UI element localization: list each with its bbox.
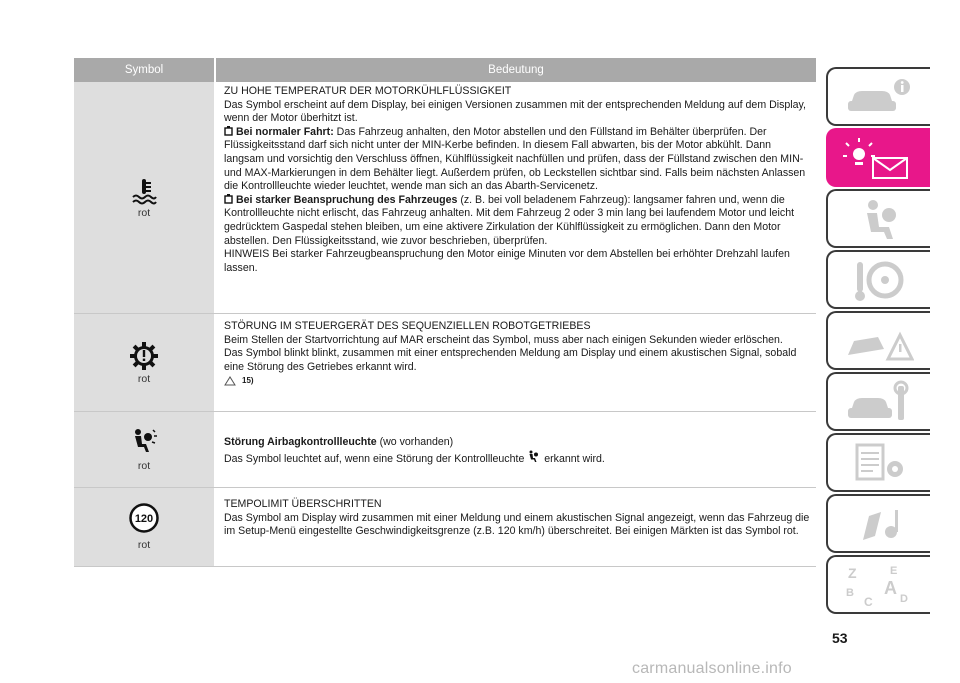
row-note: HINWEIS Bei starker Fahrzeugbeanspruchung den Motor einige Minuten vor dem Abstellen bei erhöhter Drehzahl laufen lassen.: [224, 248, 790, 274]
airbag-person-icon: [131, 428, 157, 454]
svg-text:B: B: [846, 586, 854, 599]
symbol-color-label: rot: [137, 206, 151, 219]
side-tab-technical-data[interactable]: [826, 433, 930, 492]
header-meaning: Bedeutung: [214, 58, 816, 82]
svg-text:D: D: [900, 592, 908, 605]
row-text: [224, 194, 812, 248]
svg-text:A: A: [884, 577, 897, 598]
warning-light-table: [74, 58, 816, 567]
side-tab-emergency[interactable]: [826, 311, 930, 370]
warning-triangle-icon: [224, 194, 233, 204]
header-symbol: Symbol: [124, 64, 164, 76]
row-text: Das Symbol blinkt blinkt, zusammen mit einer entsprechenden Meldung am Display und einem akustischen Signal, sobald eine Störung des Getriebes erkannt wird.: [224, 347, 797, 373]
symbol-color-label: rot: [137, 372, 151, 385]
table-row: [74, 82, 816, 314]
row-text: [224, 450, 812, 467]
meaning-cell: [214, 488, 816, 566]
side-tab-start-driving[interactable]: [826, 250, 930, 309]
speed-limit-value: 120: [134, 513, 154, 525]
row-title: [224, 436, 812, 450]
table-row: [74, 488, 816, 567]
meaning-cell: [214, 412, 816, 487]
symbol-cell: [74, 412, 214, 487]
row-text: [224, 126, 812, 194]
technical-data-icon: [849, 441, 909, 485]
row-title: ZU HOHE TEMPERATUR DER MOTORKÜHLFLÜSSIGKEIT: [224, 85, 512, 97]
side-tab-maintenance[interactable]: [826, 372, 930, 431]
seat-airbag-icon: [849, 197, 909, 241]
table-row: [74, 412, 816, 488]
svg-text:E: E: [890, 564, 898, 577]
row-ref: [224, 374, 812, 390]
row-text-part: erkannt wird.: [541, 452, 605, 465]
row-title: TEMPOLIMIT ÜBERSCHRITTEN: [224, 498, 382, 510]
gear-warning-icon: [129, 341, 159, 371]
bold-lead: Bei starker Beanspruchung des Fahrzeuges: [236, 193, 458, 206]
car-crash-warning-icon: [844, 319, 914, 363]
steering-key-icon: [849, 258, 909, 302]
coolant-temperature-icon: [131, 177, 157, 205]
watermark: carmanualsonline.info: [632, 660, 792, 677]
side-tab-car-info[interactable]: [826, 67, 930, 126]
bold-lead: Störung Airbagkontrollleuchte: [224, 436, 377, 448]
page-number: 53: [832, 630, 848, 646]
symbol-cell: [74, 314, 214, 411]
meaning-cell: [214, 82, 816, 313]
row-title: STÖRUNG IM STEUERGERÄT DES SEQUENZIELLEN ROBOTGETRIEBES: [224, 320, 591, 332]
side-tab-index[interactable]: [826, 555, 930, 614]
table-header: [74, 58, 816, 82]
symbol-color-label: rot: [137, 539, 151, 551]
table-row: [74, 314, 816, 412]
alphabet-index-icon: [844, 562, 914, 608]
row-text-cont: (z. B. bei voll beladenem Fahrzeug): langsamer fahren und, wenn die Kontrollleuchte nicht erlischt, das Fahrzeug anhalten. Mit dem Fahrzeug 2 oder 3 min lang bei laufendem Motor und leicht gedrücktem Gaspedal stehen bleiben, um eine aktivere Zirkulation der Kühlflüssigkeit zu ermöglichen. Dann den Motor abstellen. Den Flüssigkeitsstand, wie zuvor beschrieben, überprüfen.: [224, 193, 795, 247]
car-info-icon: [844, 77, 914, 117]
row-text: Das Symbol erscheint auf dem Display, bei einigen Versionen zusammen mit der entsprechenden Meldung auf dem Display, wenn der Motor überhitzt ist.: [224, 98, 806, 125]
warning-triangle-icon: [224, 126, 233, 136]
row-text-cont: (wo vorhanden): [376, 436, 454, 448]
bold-lead: Bei normaler Fahrt:: [236, 125, 334, 138]
airbag-person-icon: [527, 450, 541, 463]
svg-text:Z: Z: [848, 564, 857, 581]
warning-light-message-icon: [841, 136, 917, 180]
meaning-cell: [214, 314, 816, 411]
car-service-wrench-icon: [844, 380, 914, 424]
speed-limit-icon: [129, 503, 159, 533]
warning-hand-icon: [224, 376, 236, 386]
side-tab-multimedia[interactable]: [826, 494, 930, 553]
symbol-color-label: rot: [137, 459, 151, 472]
svg-text:C: C: [864, 594, 873, 608]
side-tab-warning-lights[interactable]: [826, 128, 930, 187]
side-tab-seats-airbags[interactable]: [826, 189, 930, 248]
row-text: Das Symbol am Display wird zusammen mit einer Meldung und einem akustischen Signal angezeigt, wenn das Fahrzeug die im Setup-Menü eingestellte Geschwindigkeitsgrenze (z.B. 120 km/h) überschreitet. Bei einigen Märkten ist das Symbol rot.: [224, 511, 810, 538]
row-text-cont: Das Fahrzeug anhalten, den Motor abstellen und den Füllstand im Behälter überprüfen. Der Flüssigkeitsstand darf sich nicht unter der MIN-Kerbe befinden. In diesem Fall abwarten, bis der Motor abkühlt. Dann langsam und vorsichtig den Verschluss öffnen, Kühlflüssigkeit nachfüllen und prüfen, dass der Füllstand zwischen den MIN- und MAX-Markierungen in dem Behälter liegt. Außerdem prüfen, ob Leckstellen sichtbar sind. Falls beim nächsten Anlassen die Kontrollleuchte wieder leuchtet, wende man sich an das Abarth-Servicenetz.: [224, 125, 806, 193]
reference-number: 15): [242, 376, 254, 386]
symbol-cell: [74, 488, 214, 566]
row-text-part: Das Symbol leuchtet auf, wenn eine Störung der Kontrollleuchte: [224, 452, 528, 465]
symbol-cell: [74, 82, 214, 313]
row-text: Beim Stellen der Startvorrichtung auf MAR erscheint das Symbol, muss aber nach einigen Sekunden wieder erlöschen.: [224, 333, 783, 346]
multimedia-icon: [849, 502, 909, 546]
